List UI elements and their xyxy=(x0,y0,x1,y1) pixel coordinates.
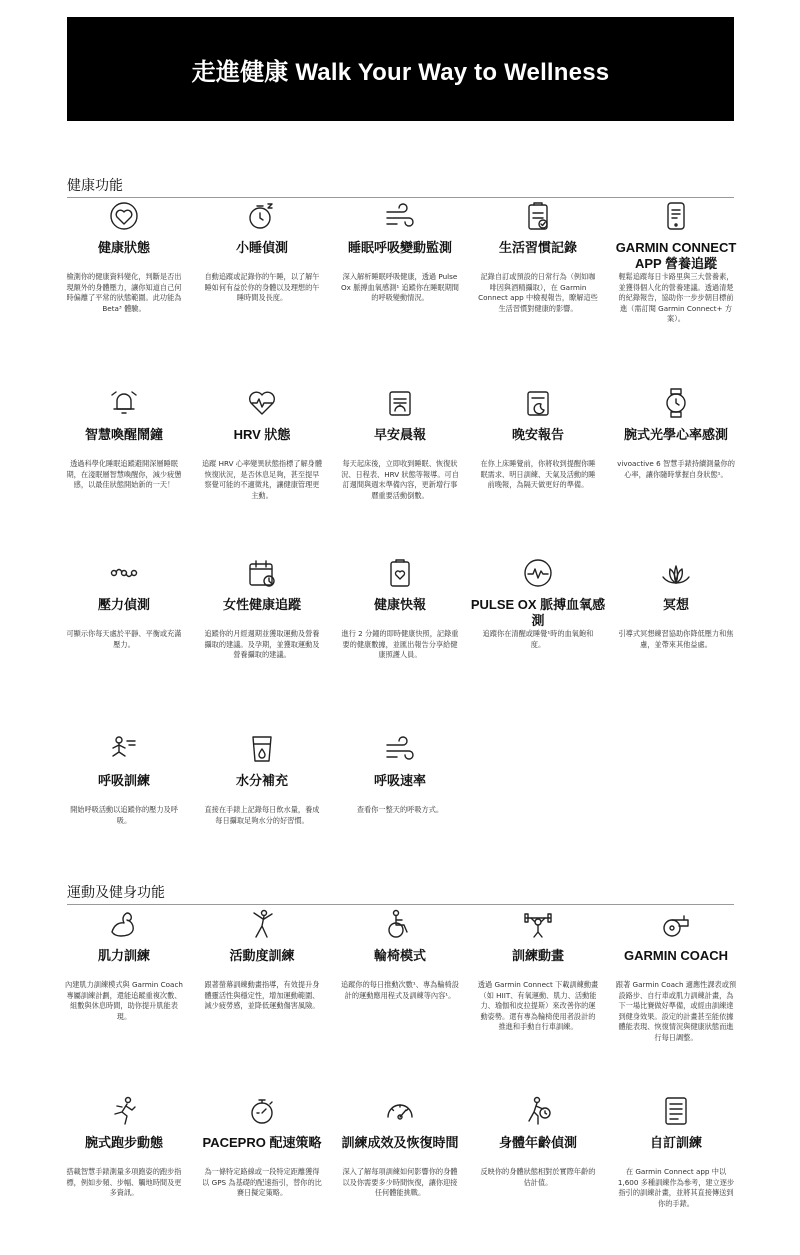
feature-title: 健康快報 xyxy=(373,597,426,612)
feature-item xyxy=(193,1095,331,1255)
feature-title: 自訂訓練 xyxy=(649,1135,702,1150)
feature-title: GARMIN CONNECT APP 營養追蹤 xyxy=(615,240,737,271)
runner-icon xyxy=(108,1095,140,1127)
pace-stopwatch-icon xyxy=(246,1095,278,1127)
feature-title: 早安晨報 xyxy=(373,427,426,442)
feature-description: 為一條特定路線或一段特定距離獲得以 GPS 為基礎的配速指引，替你的比賽日擬定策略。 xyxy=(202,1167,322,1197)
feature-description: 開始呼吸活動以追蹤你的壓力及呼吸。 xyxy=(70,805,178,825)
feature-row xyxy=(55,1095,745,1255)
flexed-arm-icon xyxy=(108,908,140,940)
feature-description: 追蹤你的月經週期並獲取運動及營養攝取的建議。及孕期，並獲取運動及營養攝取的建議。 xyxy=(204,629,320,659)
feature-item xyxy=(469,908,607,1068)
breathing-person-icon xyxy=(108,733,140,765)
feature-description: 可顯示你每天處於平靜、平衡或充滿壓力。 xyxy=(66,629,182,649)
feature-description: 在 Garmin Connect app 中以 1,600 多種訓練作為參考，建立逐步指引的訓練計畫，並將其直接傳送到你的手錶。 xyxy=(617,1167,735,1208)
feature-description: 查看你一整天的呼吸方式。 xyxy=(356,805,444,814)
clipboard-heart-icon xyxy=(384,557,416,589)
stopwatch-sleep-icon xyxy=(246,200,278,232)
feature-description: 在你上床睡覺前，你將收到提醒你睡眠需求、明日訓練、天氣及活動的睡前晚報，為隔天做更好的準備。 xyxy=(480,459,596,489)
feature-title: 水分補充 xyxy=(235,773,288,788)
gauge-icon xyxy=(384,1095,416,1127)
feature-title: 呼吸速率 xyxy=(373,773,426,788)
feature-item xyxy=(193,557,331,717)
feature-row xyxy=(55,733,745,893)
feature-title: 壓力偵測 xyxy=(97,597,150,612)
feature-title: 智慧喚醒鬧鐘 xyxy=(84,427,163,442)
whistle-icon xyxy=(660,908,692,940)
wheelchair-icon xyxy=(384,908,416,940)
stress-wave-icon xyxy=(108,557,140,589)
feature-description: 透過 Garmin Connect 下載訓練動畫（如 HIIT、有氧運動、肌力、活動能力、瑜伽和皮拉提斯）來改善你的運動姿勢。還有專為輪椅使用者設計的推進和手動自行車訓練。 xyxy=(477,980,599,1031)
feature-item xyxy=(607,908,745,1068)
feature-item xyxy=(193,387,331,547)
morning-report-icon xyxy=(384,387,416,419)
alarm-bell-icon xyxy=(108,387,140,419)
hero-banner xyxy=(67,17,734,121)
wind-breath-icon xyxy=(384,733,416,765)
phone-app-icon xyxy=(660,200,692,232)
feature-description: 記錄自訂或預設的日常行為（例如咖啡因與酒精攝取），在 Garmin Connect app 中檢視報告，瞭解這些生活習慣對健康的影響。 xyxy=(478,272,598,313)
feature-title: 身體年齡偵測 xyxy=(498,1135,577,1150)
feature-row xyxy=(55,557,745,717)
feature-description: 內建肌力訓練模式與 Garmin Coach 專屬訓練計劃，還能追蹤重複次數、組數與休息時間，助你提升肌能表現。 xyxy=(65,980,183,1021)
banner-title: 走進健康 Walk Your Way to Wellness xyxy=(191,58,610,86)
workout-list-icon xyxy=(660,1095,692,1127)
feature-row xyxy=(55,200,745,360)
feature-item xyxy=(469,387,607,547)
feature-item xyxy=(55,387,193,547)
feature-item xyxy=(193,733,331,893)
feature-item xyxy=(331,908,469,1068)
water-glass-icon xyxy=(246,733,278,765)
feature-description: 深入了解每項訓練如何影響你的身體以及你需要多少時間恢復，讓你迎接任何體能挑戰。 xyxy=(342,1167,458,1197)
feature-item xyxy=(331,200,469,360)
wind-breath-icon xyxy=(384,200,416,232)
feature-item xyxy=(607,1095,745,1255)
feature-title: 訓練成效及恢復時間 xyxy=(341,1135,459,1150)
feature-description: 追蹤你的每日推動次數¹、專為輪椅設計的運動應用程式及訓練等內容¹。 xyxy=(341,980,459,1000)
feature-row xyxy=(55,908,745,1068)
feature-title: GARMIN COACH xyxy=(624,948,728,963)
feature-item xyxy=(193,908,331,1068)
watch-icon xyxy=(660,387,692,419)
feature-description: 跟著 Garmin Coach 適應性課表或預設路步、自行車或肌力訓練計畫，為下一場比賽做好準備，或經由訓練達到健身效果。設定的計畫甚至能依據體能表現、恢復情況與健康狀態而進行每日調整。 xyxy=(615,980,737,1042)
feature-title: 呼吸訓練 xyxy=(97,773,150,788)
heart-circle-icon xyxy=(108,200,140,232)
feature-item xyxy=(193,200,331,360)
feature-description: 透過科學化睡眠追蹤避開深層睡眠期，在淺眠層智慧喚醒你，減少疲憊感，以最佳狀態開始新的一天！ xyxy=(66,459,182,489)
feature-title: PACEPRO 配速策略 xyxy=(202,1135,322,1150)
feature-description: 追蹤你在清醒或睡覺¹時的血氧飽和度。 xyxy=(482,629,594,649)
feature-title: 睡眠呼吸變動監測 xyxy=(347,240,452,255)
feature-description: 自動追蹤或記錄你的午睡，以了解午睡如何有益於你的身體以及理想的午睡時間及長度。 xyxy=(204,272,320,302)
feature-description: 引導式冥想練習協助你降低壓力和焦慮，並帶來其他益處。 xyxy=(618,629,734,649)
feature-item xyxy=(469,200,607,360)
feature-title: 訓練動畫 xyxy=(511,948,564,963)
feature-item xyxy=(331,1095,469,1255)
feature-item xyxy=(55,200,193,360)
section-heading: 健康功能 xyxy=(67,175,734,198)
feature-description: 直接在手錶上記錄每日飲水量，養成每日攝取足夠水分的好習慣。 xyxy=(204,805,320,825)
feature-item xyxy=(331,557,469,717)
feature-item xyxy=(331,387,469,547)
feature-description: 追蹤 HRV 心率變異狀態指標了解身體恢復狀況，是否休息足夠，甚至提早察覺可能的不適徵兆，讓健康管理更主動。 xyxy=(201,459,323,500)
feature-title: 肌力訓練 xyxy=(97,948,150,963)
feature-title: 輪椅模式 xyxy=(373,948,426,963)
section-heading: 運動及健身功能 xyxy=(67,882,734,905)
feature-description: 搭載智慧手錶測量多項跑姿的跑步指標，例如步頻、步幅、觸地時間及更多資訊。 xyxy=(66,1167,182,1197)
heart-pulse-icon xyxy=(246,387,278,419)
feature-item xyxy=(607,387,745,547)
feature-item xyxy=(469,1095,607,1255)
yoga-pose-icon xyxy=(246,908,278,940)
feature-row xyxy=(55,387,745,547)
feature-item xyxy=(55,908,193,1068)
feature-item xyxy=(607,557,745,717)
feature-title: 女性健康追蹤 xyxy=(222,597,301,612)
evening-report-icon xyxy=(522,387,554,419)
feature-description: 進行 2 分鐘的即時健康快照，記錄重要的健康數據，並匯出報告分享給健康照護人員。 xyxy=(341,629,459,659)
feature-title: 小睡偵測 xyxy=(235,240,288,255)
feature-title: 腕式光學心率感測 xyxy=(623,427,728,442)
feature-title: 生活習慣記錄 xyxy=(498,240,577,255)
feature-item xyxy=(331,733,469,893)
feature-title: 活動度訓練 xyxy=(229,948,295,963)
fitness-age-icon xyxy=(522,1095,554,1127)
feature-description: 反映你的身體狀態相對於實際年齡的估計值。 xyxy=(480,1167,596,1187)
feature-item xyxy=(55,1095,193,1255)
dumbbell-person-icon xyxy=(522,908,554,940)
lotus-icon xyxy=(660,557,692,589)
clipboard-check-icon xyxy=(522,200,554,232)
feature-description: 輕鬆追蹤每日卡路里與三大營養素，並獲得個人化的營養建議。透過清楚的紀錄報告，協助你一步步朝目標前進（需訂閱 Garmin Connect+ 方案）。 xyxy=(618,272,734,323)
feature-item xyxy=(607,200,745,360)
feature-item xyxy=(55,557,193,717)
feature-description: 檢測你的健康資料變化，判斷是否出現額外的身體壓力，讓你知道自己何時偏離了平常的狀態範圍。此功能為 Beta³ 體驗。 xyxy=(66,272,182,313)
feature-item xyxy=(55,733,193,893)
feature-title: 冥想 xyxy=(662,597,689,612)
feature-title: PULSE OX 脈搏血氧感測 xyxy=(470,597,606,628)
feature-description: 深入解析睡眠呼吸健康，透過 Pulse Ox 脈搏血氧感測¹ 追蹤你在睡眠期間的呼吸變動情況。 xyxy=(341,272,459,302)
feature-item xyxy=(469,557,607,717)
feature-title: 晚安報告 xyxy=(511,427,564,442)
pulse-ox-icon xyxy=(522,557,554,589)
feature-title: 腕式跑步動態 xyxy=(84,1135,163,1150)
feature-description: 跟著螢幕訓練動畫指導，有效提升身體靈活性與穩定性，增加運動範圍、減少疲勞感，並降低運動傷害風險。 xyxy=(204,980,320,1010)
feature-title: HRV 狀態 xyxy=(233,427,291,442)
feature-description: 每天起床後，立即收到睡眠、恢復狀況、日程表、HRV 狀態等報導。可自訂週間與週末準備內容，更新增行事曆重要活動倒數。 xyxy=(341,459,459,500)
feature-description: vivoactive 6 智慧手錶持續測量你的心率，讓你隨時掌握自身狀態¹。 xyxy=(617,459,735,479)
calendar-cycle-icon xyxy=(246,557,278,589)
feature-title: 健康狀態 xyxy=(97,240,150,255)
